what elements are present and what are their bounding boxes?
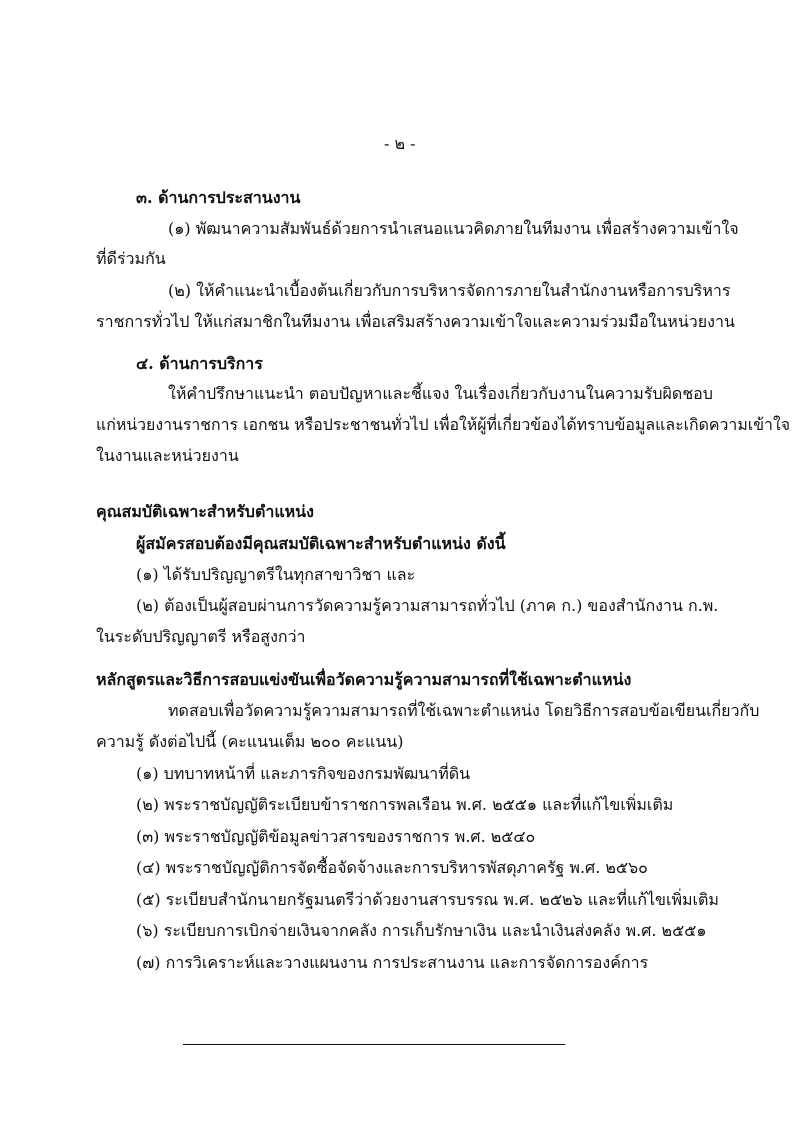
curriculum-intro-line-1: ทดสอบเพื่อวัดความรู้ความสามารถที่ใช้เฉพาะตำแหน่ง โดยวิธีการสอบข้อเขียนเกี่ยวกับ: [168, 701, 760, 720]
section-4-line-2: แก่หน่วยงานราชการ เอกชน หรือประชาชนทั่วไป เพื่อให้ผู้ที่เกี่ยวข้องได้ทราบข้อมูลและเกิดความเข้าใจ: [96, 415, 791, 434]
qualification-item-1: (๑) ได้รับปริญญาตรีในทุกสาขาวิชา และ: [136, 565, 416, 584]
section-4-line-3: ในงานและหน่วยงาน: [96, 446, 239, 465]
section-3-heading: ๓. ด้านการประสานงาน: [136, 188, 301, 207]
qualifications-subheading: ผู้สมัครสอบต้องมีคุณสมบัติเฉพาะสำหรับตำแหน่ง ดังนี้: [136, 534, 506, 553]
qualifications-heading: คุณสมบัติเฉพาะสำหรับตำแหน่ง: [96, 502, 314, 521]
curriculum-item-3: (๓) พระราชบัญญัติข้อมูลข่าวสารของราชการ พ.ศ. ๒๕๔๐: [136, 827, 536, 846]
page-number: - ๒ -: [384, 134, 416, 153]
section-3-item-2-line-1: (๒) ให้คำแนะนำเบื้องต้นเกี่ยวกับการบริหารจัดการภายในสำนักงานหรือการบริหาร: [168, 281, 731, 300]
curriculum-item-1: (๑) บทบาทหน้าที่ และภารกิจของกรมพัฒนาที่ดิน: [136, 764, 471, 783]
section-3-item-1-line-1: (๑) พัฒนาความสัมพันธ์ด้วยการนำเสนอแนวคิดภายในทีมงาน เพื่อสร้างความเข้าใจ: [168, 219, 739, 238]
curriculum-item-4: (๔) พระราชบัญญัติการจัดซื้อจัดจ้างและการบริหารพัสดุภาครัฐ พ.ศ. ๒๕๖๐: [136, 858, 648, 877]
section-4-line-1: ให้คำปรึกษาแนะนำ ตอบปัญหาและชี้แจง ในเรื่องเกี่ยวกับงานในความรับผิดชอบ: [168, 384, 713, 403]
curriculum-heading: หลักสูตรและวิธีการสอบแข่งขันเพื่อวัดความรู้ความสามารถที่ใช้เฉพาะตำแหน่ง: [96, 670, 632, 689]
curriculum-intro-line-2: ความรู้ ดังต่อไปนี้ (คะแนนเต็ม ๒๐๐ คะแนน): [96, 732, 404, 751]
qualification-item-2-line-2: ในระดับปริญญาตรี หรือสูงกว่า: [96, 627, 306, 646]
section-3-item-2-line-2: ราชการทั่วไป ให้แก่สมาชิกในทีมงาน เพื่อเสริมสร้างความเข้าใจและความร่วมมือในหน่วยงาน: [96, 312, 735, 331]
curriculum-item-2: (๒) พระราชบัญญัติระเบียบข้าราชการพลเรือน พ.ศ. ๒๕๕๑ และที่แก้ไขเพิ่มเติม: [136, 795, 674, 814]
section-3-item-1-line-2: ที่ดีร่วมกัน: [96, 249, 166, 268]
section-4-heading: ๔. ด้านการบริการ: [136, 354, 263, 373]
curriculum-item-7: (๗) การวิเคราะห์และวางแผนงาน การประสานงาน และการจัดการองค์การ: [136, 953, 649, 972]
curriculum-item-6: (๖) ระเบียบการเบิกจ่ายเงินจากคลัง การเก็บรักษาเงิน และนำเงินส่งคลัง พ.ศ. ๒๕๕๑: [136, 921, 707, 940]
signature-rule: [183, 1044, 565, 1045]
curriculum-item-5: (๕) ระเบียบสำนักนายกรัฐมนตรีว่าด้วยงานสารบรรณ พ.ศ. ๒๕๒๖ และที่แก้ไขเพิ่มเติม: [136, 890, 719, 909]
qualification-item-2-line-1: (๒) ต้องเป็นผู้สอบผ่านการวัดความรู้ความสามารถทั่วไป (ภาค ก.) ของสำนักงาน ก.พ.: [136, 596, 719, 615]
